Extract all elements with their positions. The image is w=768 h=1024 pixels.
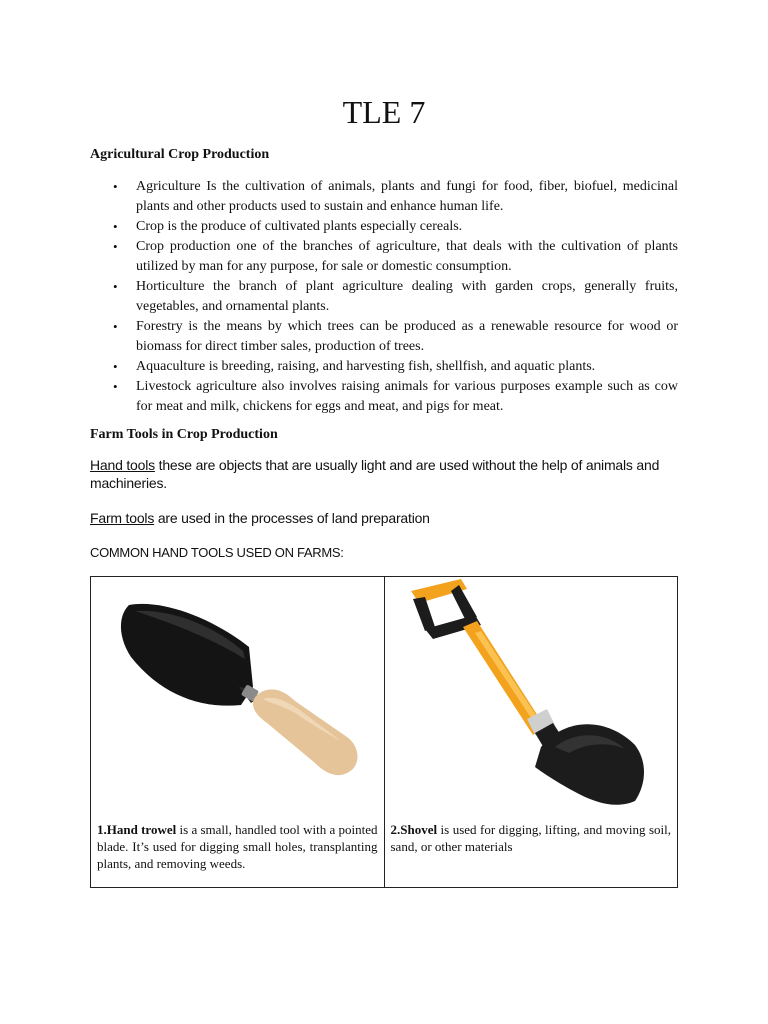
bullet-icon: • [113,379,118,394]
bullet-icon: • [113,239,118,254]
list-item: • Crop production one of the branches of agriculture, that deals with the cultivation of plants utilized by man for any purpose, for sale or domestic consumption. [113,239,678,274]
list-item: • Forestry is the means by which trees can be produced as a renewable resource for wood or biomass for direct timber sales, production of trees. [113,319,678,354]
farm-tools-paragraph [90,509,680,527]
tools-table [90,576,678,888]
hand-tools-paragraph [90,456,680,492]
farm-tools-term: Farm tools [90,510,155,526]
hand-tools-definition: these are objects that are usually light and are used without the help of animals and machineries. [90,457,660,491]
shovel-caption [391,821,672,855]
list-item: • Agriculture Is the cultivation of animals, plants and fungi for food, fiber, biofuel, medicinal plants and other products used to sustain and enhance human life. [113,179,678,214]
hand-trowel-description: is a small, handled tool with a pointed blade. It’s used for digging small holes, transplanting plants, and removing weeds. [97,822,378,871]
definition-list [90,177,678,417]
bullet-icon: • [113,319,118,334]
shovel-name: 2.Shovel [390,822,438,837]
list-item: • Horticulture the branch of plant agriculture dealing with garden crops, generally fruits, vegetables, and ornamental plants. [113,279,678,314]
list-item: • Crop is the produce of cultivated plants especially cereals. [90,217,678,237]
tool-cell-shovel [384,577,678,888]
hand-tools-term: Hand tools [90,457,155,473]
hand-trowel-image [91,577,384,809]
page-title: TLE 7 [342,94,426,130]
bullet-icon: • [113,279,118,294]
hand-trowel-name: 1.Hand trowel [97,822,177,837]
list-item: • Aquaculture is breeding, raising, and harvesting fish, shellfish, and aquatic plants. [90,357,678,377]
bullet-icon: • [113,219,118,234]
shovel-description: is used for digging, lifting, and moving soil, sand, or other materials [390,822,671,854]
section-heading-farm-tools: Farm Tools in Crop Production [90,427,278,442]
farm-tools-definition: are used in the processes of land preparation [154,510,430,526]
shovel-icon [385,577,673,809]
tool-cell-hand-trowel [91,577,385,888]
bullet-icon: • [113,179,118,194]
list-item: • Livestock agriculture also involves raising animals for various purposes example such as cow for meat and milk, chickens for eggs and meat, and pigs for meat. [113,379,678,414]
bullet-icon: • [113,359,118,374]
common-tools-heading: COMMON HAND TOOLS USED ON FARMS: [90,545,344,560]
hand-trowel-icon [91,577,389,809]
shovel-image [385,577,678,809]
section-heading-crop-production: Agricultural Crop Production [90,147,270,162]
hand-trowel-caption [97,821,378,872]
